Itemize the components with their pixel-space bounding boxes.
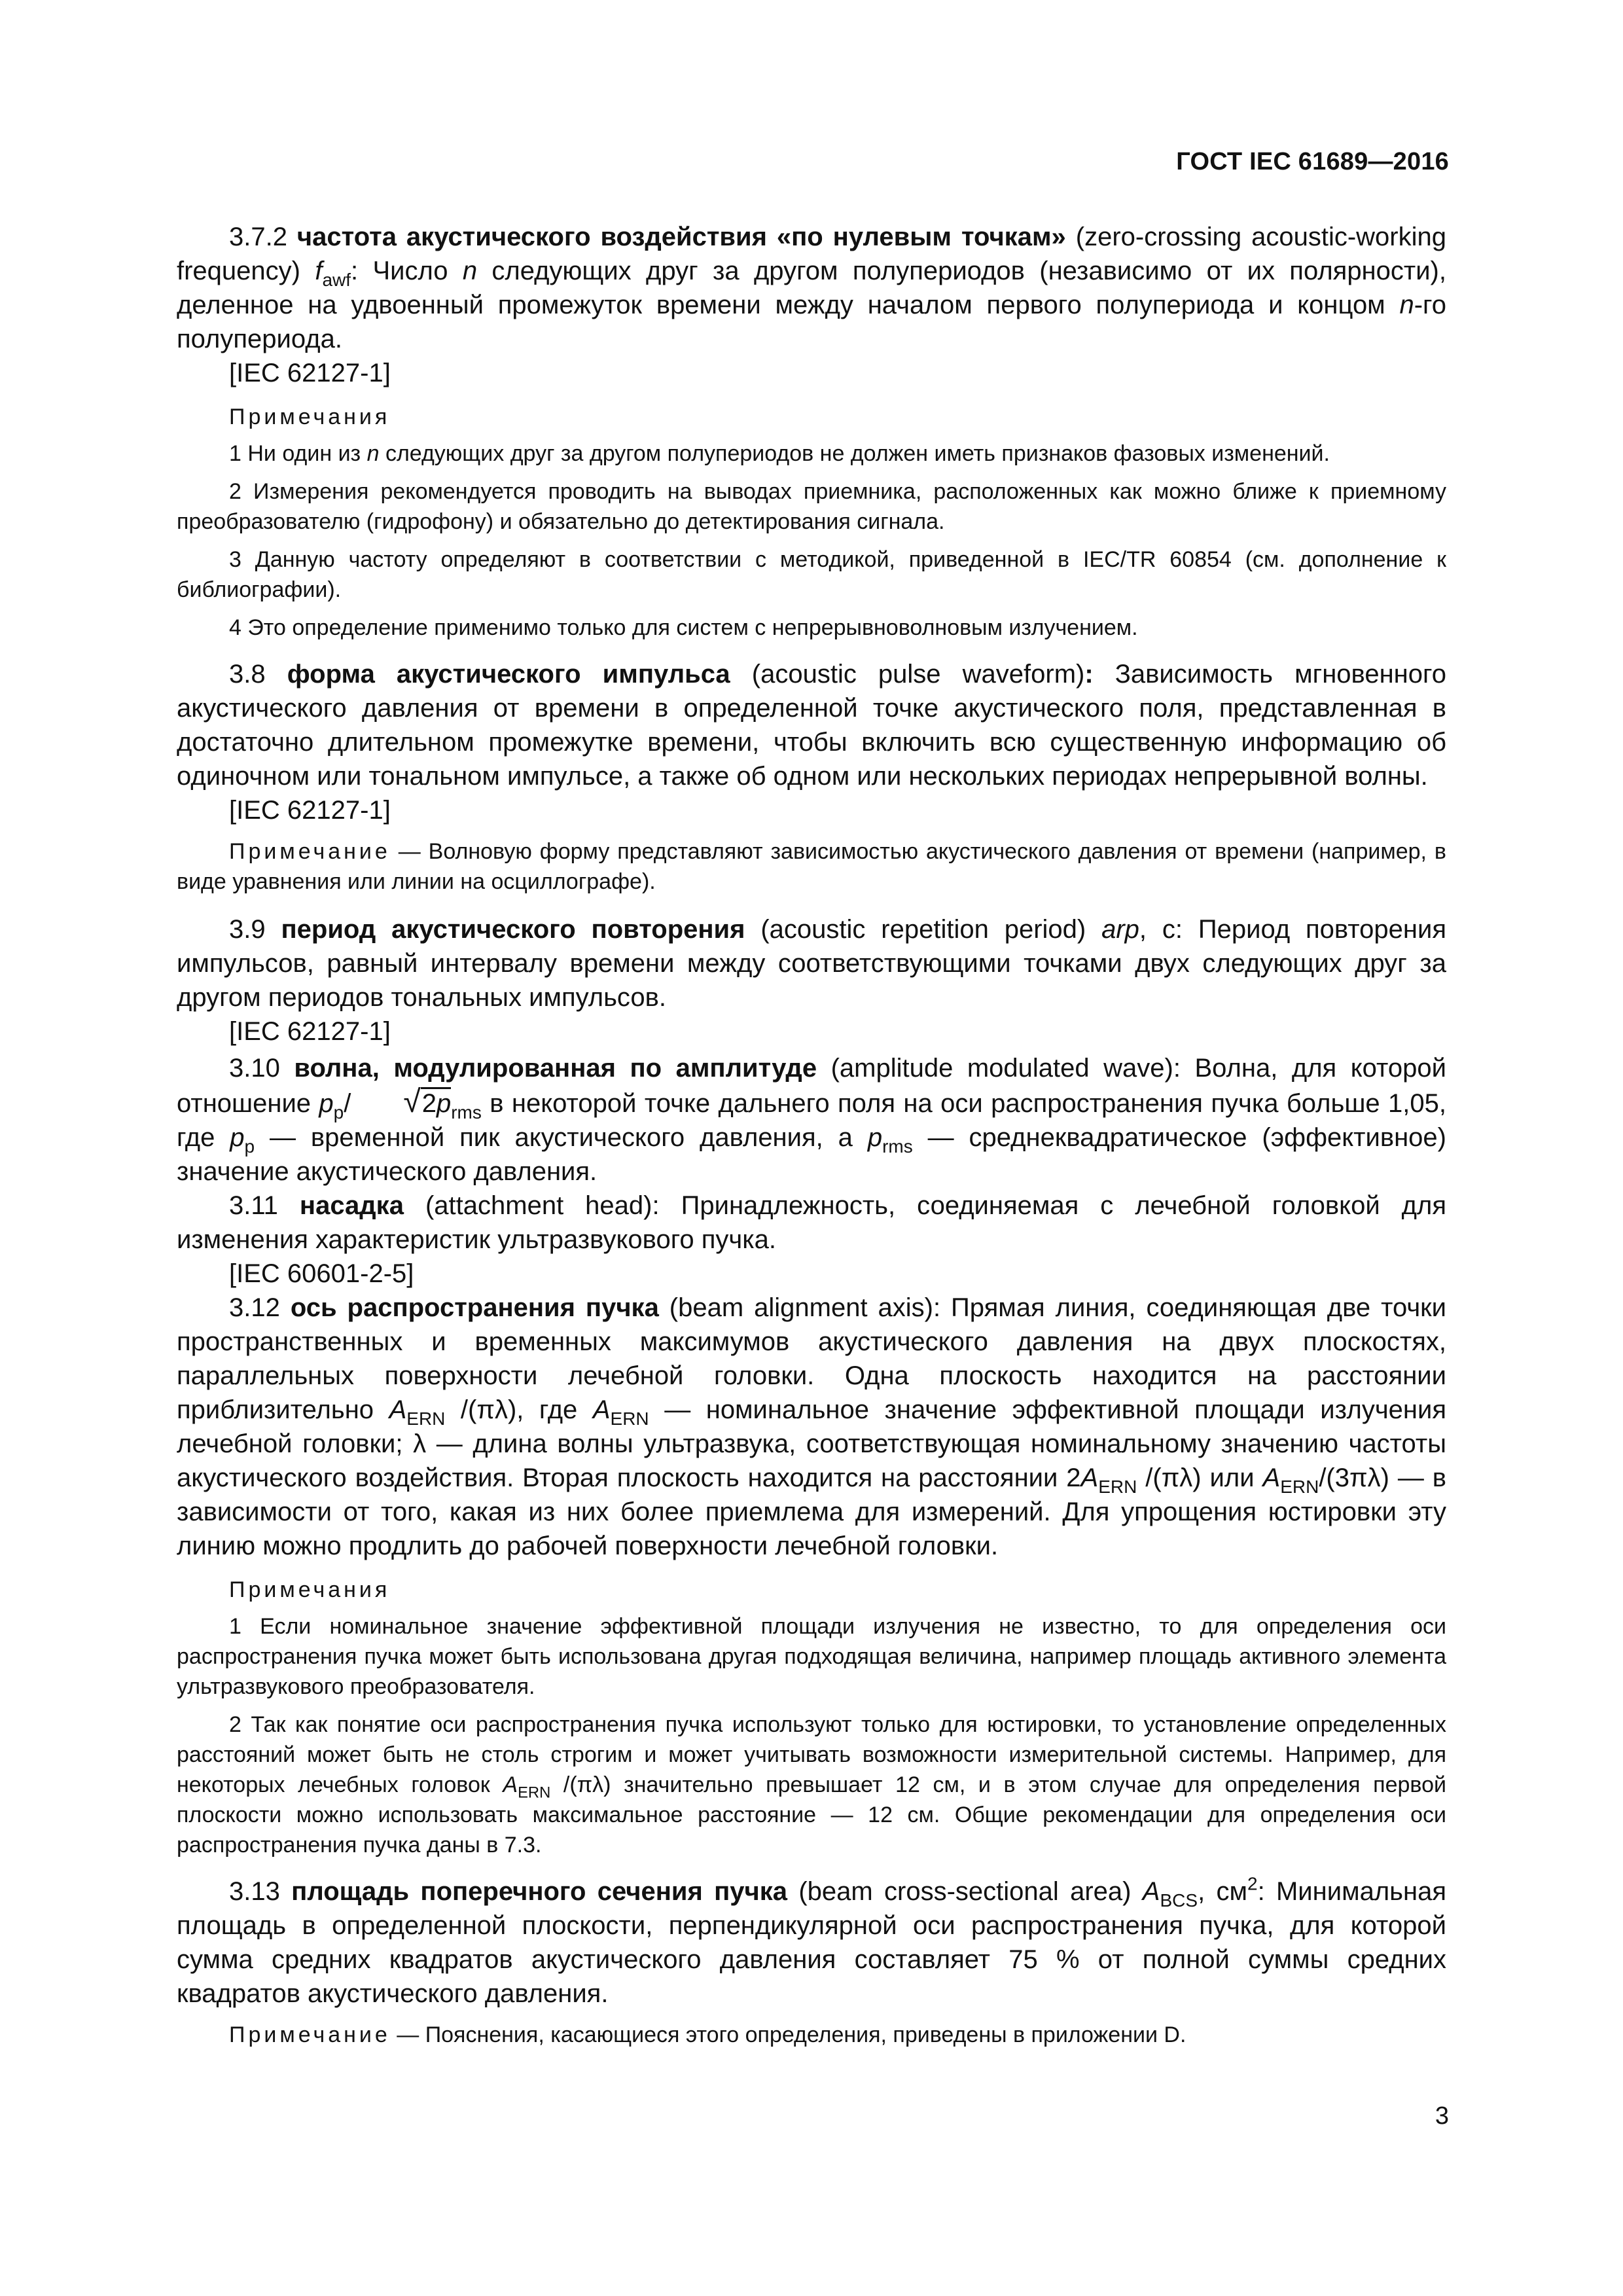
document-code-header: ГОСТ IEC 61689—2016 (1176, 148, 1449, 175)
subscript-ern: ERN (518, 1784, 551, 1802)
term-title: частота акустического воздействия «по нулевым точкам» (296, 223, 1066, 251)
subscript-rms: rms (451, 1102, 482, 1122)
note-label: Примечание (229, 839, 391, 864)
definition-text: — среднеквадратическое (эффективное) значение акустического давления. (177, 1123, 1446, 1186)
term-english: (amplitude modulated wave) (830, 1054, 1173, 1083)
term-title: период акустического повторения (281, 915, 745, 944)
term-english: (beam alignment axis) (669, 1293, 933, 1322)
term-english: (beam cross-sectional area) (798, 1877, 1132, 1906)
symbol-p: p (230, 1123, 245, 1152)
sqrt-sign: √ (403, 1085, 421, 1119)
note-text: — Волновую форму представляют зависимостью акустического давления от времени (например, в виде уравнения или линии на осциллографе). (177, 839, 1446, 894)
colon: : (1084, 660, 1094, 689)
symbol-a: A (592, 1395, 611, 1424)
note-text: следующих друг за другом полупериодов не должен иметь признаков фазовых изменений. (379, 441, 1330, 466)
definition-text: : Принадлежность, соединяемая с лечебной головкой для изменения характеристик ультразвукового пучка. (177, 1191, 1447, 1254)
formula-part: /(πλ) (1137, 1463, 1202, 1492)
subscript-p: p (333, 1102, 344, 1122)
clause-3-9 (177, 912, 1446, 1014)
clause-3-7-2 (177, 220, 1446, 356)
note-label: Примечание (229, 2022, 391, 2047)
clause-3-8 (177, 657, 1446, 793)
subscript-ern: ERN (1098, 1476, 1137, 1497)
clause-3-11 (177, 1189, 1446, 1257)
clause-number: 3.10 (229, 1054, 280, 1083)
note-text: значительно превышает 12 см, и в этом случае для определения первой плоскости можно использовать максимальное расстояние — 12 см. Общие рекомендации для определения оси распространения пучка даны в 7.3. (177, 1772, 1446, 1857)
symbol-a: A (1142, 1877, 1160, 1906)
sqrt-expression (351, 1085, 451, 1121)
definition-text: : Минимальная площадь в определенной плоскости, перпендикулярной оси распространения пучка, для которой сумма средних квадратов акустического давления составляет 75 % от полной суммы средних квадратов акустического давления. (177, 1877, 1446, 2008)
symbol-a: A (1080, 1463, 1099, 1492)
notes-heading: Примечания (229, 404, 391, 429)
definition-text: : Волна, для которой отношение (177, 1054, 1446, 1118)
reference: [IEC 60601-2-5] (229, 1259, 414, 1288)
definition-text: : Прямая линия, соединяющая две точки пространственных и временных максимумов акустического давления на двух плоскостях, параллельных поверхности лечебной головки. Одна плоскость находится на расстоянии приблизительно (177, 1293, 1447, 1424)
term-english: (zero-crossing acoustic-working frequency) (177, 223, 1446, 285)
slash: / (344, 1089, 351, 1118)
formula-part: /(3πλ) (1319, 1463, 1389, 1492)
formula-part: /(πλ) (550, 1772, 611, 1797)
note-text: — Пояснения, касающиеся этого определения, приведены в приложении D. (390, 2022, 1186, 2047)
note-4: 4 Это определение применимо только для систем с непрерывноволновым излучением. (229, 615, 1138, 640)
definition-text: , где (516, 1395, 593, 1424)
two: 2 (421, 1089, 437, 1118)
symbol-a: A (1262, 1463, 1281, 1492)
clause-number: 3.12 (229, 1293, 280, 1322)
clause-3-10 (177, 1051, 1446, 1189)
term-title: волна, модулированная по амплитуде (294, 1054, 817, 1083)
definition-text: , с: Период повторения импульсов, равный интервалу времени между соответствующими точками двух следующих друг за другом периодов тональных импульсов. (177, 915, 1446, 1012)
symbol-subscript: awf (322, 269, 351, 290)
note-text: 1 Ни один из (229, 441, 367, 466)
clause-number: 3.9 (229, 915, 266, 944)
term-title: площадь поперечного сечения пучка (291, 1877, 788, 1906)
subscript-bcs: BCS (1160, 1890, 1198, 1910)
symbol-p: p (867, 1123, 883, 1152)
reference: [IEC 62127-1] (229, 796, 391, 825)
symbol-p: p (319, 1089, 334, 1118)
clause-number: 3.8 (229, 660, 266, 689)
symbol: arp (1101, 915, 1139, 944)
radicand (421, 1087, 452, 1118)
definition-text: — временной пик акустического давления, а (255, 1123, 868, 1152)
unit: , см (1198, 1877, 1247, 1906)
term-english: (attachment head) (425, 1191, 652, 1220)
clause-3-13 (177, 1874, 1446, 2011)
term-title: ось распространения пучка (290, 1293, 659, 1322)
definition-text: или (1201, 1463, 1263, 1492)
symbol-n: n (1399, 291, 1414, 319)
term-title: форма акустического импульса (287, 660, 730, 689)
document-body (177, 220, 1446, 2066)
symbol-a: A (503, 1772, 518, 1797)
clause-number: 3.11 (229, 1191, 278, 1220)
clause-number: 3.13 (229, 1877, 280, 1906)
subscript-rms: rms (882, 1136, 913, 1157)
definition-text: следующих друг за другом полупериодов (независимо от их полярности), деленное на удвоенный промежуток времени между началом первого полупериода и концом (177, 257, 1446, 319)
note (177, 836, 1446, 897)
note-1 (177, 439, 1446, 469)
definition-text: в некоторой точке дальнего поля на оси распространения пучка больше 1,05, где (177, 1089, 1446, 1152)
page-number: 3 (1435, 2102, 1449, 2130)
formula-part: /(πλ) (445, 1395, 517, 1424)
note-2 (177, 1710, 1446, 1860)
clause-3-12 (177, 1291, 1446, 1563)
symbol-a: A (389, 1395, 407, 1424)
symbol: f (315, 257, 323, 285)
term-english: (acoustic repetition period) (760, 915, 1086, 944)
note-3: 3 Данную частоту определяют в соответствии с методикой, приведенной в IEC/TR 60854 (см. дополнение к библиографии). (177, 547, 1446, 602)
notes-heading: Примечания (229, 1577, 391, 1602)
term-english: (acoustic pulse waveform) (751, 660, 1085, 689)
definition-text: -го полупериода. (177, 291, 1446, 353)
symbol-n: n (462, 257, 478, 285)
note-text: 2 Так как понятие оси распространения пучка используют только для юстировки, то установление определенных расстояний может быть не столь строгим и может учитывать возможности измерительной системы. Например, для некоторых лечебных головок (177, 1712, 1446, 1797)
subscript-ern: ERN (1280, 1476, 1319, 1497)
subscript-p: p (244, 1136, 255, 1157)
reference: [IEC 62127-1] (229, 1017, 391, 1046)
note-2: 2 Измерения рекомендуется проводить на выводах приемника, расположенных как можно ближе к приемному преобразователю (гидрофону) и обязательно до детектирования сигнала. (177, 479, 1446, 534)
subscript-ern: ERN (610, 1408, 649, 1429)
note (177, 2020, 1446, 2050)
definition-text: — в зависимости от того, какая из них более приемлема для измерений. Для упрощения юстировки эту линию можно продлить до рабочей поверхности лечебной головки. (177, 1463, 1447, 1560)
symbol-n: n (366, 441, 380, 466)
clause-number: 3.7.2 (229, 223, 287, 251)
note-1: 1 Если номинальное значение эффективной площади излучения не известно, то для определения оси распространения пучка может быть использована другая подходящая величина, например площадь активного элемента ультразвукового преобразователя. (177, 1614, 1446, 1699)
symbol-p: p (436, 1089, 452, 1118)
unit-superscript: 2 (1247, 1873, 1258, 1894)
definition-text: — номинальное значение эффективной площади излучения лечебной головки; λ — длина волны ультразвука, соответствующая номинальному значению частоты акустического воздействия. Вторая плоскость находится на расстоянии 2 (177, 1395, 1447, 1492)
reference: [IEC 62127-1] (229, 359, 391, 387)
definition-text: : Число (351, 257, 463, 285)
definition-text: Зависимость мгновенного акустического давления от времени в определенной точке акустического поля, представленная в достаточно длительном промежутке времени, чтобы включить всю существенную информацию об одиночном или тональном импульсе, а также об одном или нескольких периодах непрерывной волны. (177, 660, 1446, 791)
term-title: насадка (299, 1191, 404, 1220)
subscript-ern: ERN (406, 1408, 446, 1429)
